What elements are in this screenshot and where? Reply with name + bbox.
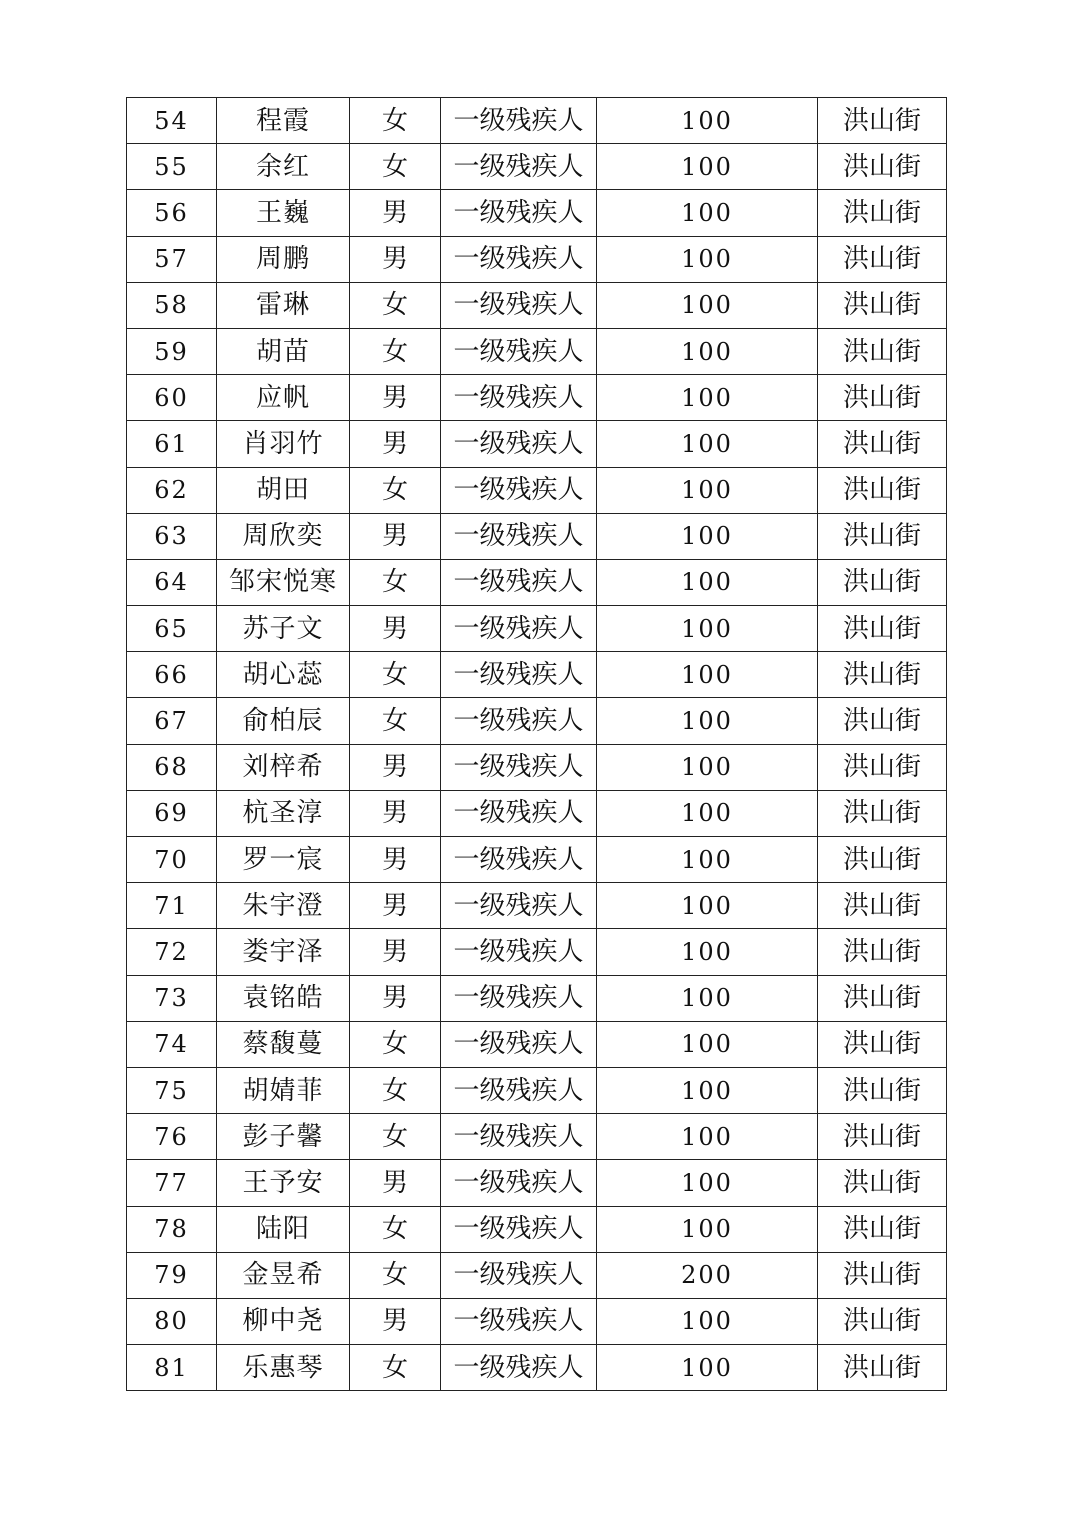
name-cell: 罗一宸	[217, 837, 350, 883]
row-number-cell: 69	[127, 790, 217, 836]
name-cell: 胡田	[217, 467, 350, 513]
amount-cell: 100	[597, 606, 818, 652]
gender-cell: 男	[350, 375, 441, 421]
category-cell: 一级残疾人	[441, 190, 597, 236]
name-cell: 彭子馨	[217, 1114, 350, 1160]
table-row	[127, 975, 947, 1021]
gender-cell: 男	[350, 421, 441, 467]
street-cell: 洪山街	[818, 1114, 947, 1160]
name-cell: 杭圣淳	[217, 790, 350, 836]
name-cell: 刘梓希	[217, 744, 350, 790]
table-row	[127, 1206, 947, 1252]
category-cell: 一级残疾人	[441, 790, 597, 836]
name-cell: 周欣奕	[217, 513, 350, 559]
gender-cell: 女	[350, 698, 441, 744]
name-cell: 胡婧菲	[217, 1067, 350, 1113]
row-number-cell: 76	[127, 1114, 217, 1160]
table-row	[127, 513, 947, 559]
street-cell: 洪山街	[818, 652, 947, 698]
table-row	[127, 98, 947, 144]
street-cell: 洪山街	[818, 282, 947, 328]
table-row	[127, 883, 947, 929]
category-cell: 一级残疾人	[441, 1160, 597, 1206]
gender-cell: 男	[350, 606, 441, 652]
amount-cell: 100	[597, 837, 818, 883]
table-row	[127, 1298, 947, 1344]
table-row	[127, 144, 947, 190]
amount-cell: 100	[597, 559, 818, 605]
name-cell: 陆阳	[217, 1206, 350, 1252]
name-cell: 程霞	[217, 98, 350, 144]
gender-cell: 男	[350, 190, 441, 236]
table-row	[127, 1345, 947, 1391]
table-row	[127, 328, 947, 374]
name-cell: 苏子文	[217, 606, 350, 652]
row-number-cell: 73	[127, 975, 217, 1021]
row-number-cell: 63	[127, 513, 217, 559]
street-cell: 洪山街	[818, 375, 947, 421]
gender-cell: 女	[350, 328, 441, 374]
street-cell: 洪山街	[818, 1160, 947, 1206]
amount-cell: 100	[597, 421, 818, 467]
name-cell: 乐惠琴	[217, 1345, 350, 1391]
category-cell: 一级残疾人	[441, 328, 597, 374]
category-cell: 一级残疾人	[441, 1252, 597, 1298]
name-cell: 胡心蕊	[217, 652, 350, 698]
table-row	[127, 929, 947, 975]
gender-cell: 女	[350, 1345, 441, 1391]
amount-cell: 100	[597, 1298, 818, 1344]
amount-cell: 100	[597, 1114, 818, 1160]
category-cell: 一级残疾人	[441, 236, 597, 282]
category-cell: 一级残疾人	[441, 1206, 597, 1252]
category-cell: 一级残疾人	[441, 559, 597, 605]
table-body	[127, 98, 947, 1391]
amount-cell: 100	[597, 652, 818, 698]
row-number-cell: 78	[127, 1206, 217, 1252]
amount-cell: 100	[597, 1345, 818, 1391]
street-cell: 洪山街	[818, 236, 947, 282]
table-row	[127, 1160, 947, 1206]
amount-cell: 100	[597, 467, 818, 513]
table-row	[127, 190, 947, 236]
table-row	[127, 236, 947, 282]
street-cell: 洪山街	[818, 837, 947, 883]
amount-cell: 100	[597, 1021, 818, 1067]
row-number-cell: 74	[127, 1021, 217, 1067]
street-cell: 洪山街	[818, 929, 947, 975]
table-row	[127, 421, 947, 467]
amount-cell: 100	[597, 375, 818, 421]
table-row	[127, 698, 947, 744]
row-number-cell: 55	[127, 144, 217, 190]
gender-cell: 男	[350, 837, 441, 883]
subsidy-table	[126, 97, 947, 1391]
table-row	[127, 1067, 947, 1113]
table-row	[127, 467, 947, 513]
street-cell: 洪山街	[818, 144, 947, 190]
street-cell: 洪山街	[818, 975, 947, 1021]
row-number-cell: 54	[127, 98, 217, 144]
table-row	[127, 790, 947, 836]
gender-cell: 男	[350, 883, 441, 929]
amount-cell: 100	[597, 744, 818, 790]
row-number-cell: 67	[127, 698, 217, 744]
gender-cell: 男	[350, 236, 441, 282]
gender-cell: 女	[350, 98, 441, 144]
table-row	[127, 1114, 947, 1160]
table-row	[127, 652, 947, 698]
row-number-cell: 80	[127, 1298, 217, 1344]
category-cell: 一级残疾人	[441, 744, 597, 790]
gender-cell: 女	[350, 282, 441, 328]
name-cell: 应帆	[217, 375, 350, 421]
street-cell: 洪山街	[818, 559, 947, 605]
table-row	[127, 1252, 947, 1298]
amount-cell: 100	[597, 1067, 818, 1113]
name-cell: 周鹏	[217, 236, 350, 282]
category-cell: 一级残疾人	[441, 883, 597, 929]
table-row	[127, 375, 947, 421]
table-row	[127, 744, 947, 790]
street-cell: 洪山街	[818, 606, 947, 652]
street-cell: 洪山街	[818, 1345, 947, 1391]
street-cell: 洪山街	[818, 1206, 947, 1252]
amount-cell: 100	[597, 975, 818, 1021]
gender-cell: 女	[350, 1021, 441, 1067]
row-number-cell: 66	[127, 652, 217, 698]
amount-cell: 200	[597, 1252, 818, 1298]
gender-cell: 女	[350, 559, 441, 605]
amount-cell: 100	[597, 929, 818, 975]
table-row	[127, 837, 947, 883]
row-number-cell: 61	[127, 421, 217, 467]
gender-cell: 男	[350, 744, 441, 790]
category-cell: 一级残疾人	[441, 652, 597, 698]
gender-cell: 男	[350, 790, 441, 836]
street-cell: 洪山街	[818, 467, 947, 513]
category-cell: 一级残疾人	[441, 421, 597, 467]
street-cell: 洪山街	[818, 790, 947, 836]
row-number-cell: 72	[127, 929, 217, 975]
category-cell: 一级残疾人	[441, 144, 597, 190]
amount-cell: 100	[597, 282, 818, 328]
name-cell: 柳中尧	[217, 1298, 350, 1344]
row-number-cell: 81	[127, 1345, 217, 1391]
amount-cell: 100	[597, 328, 818, 374]
amount-cell: 100	[597, 190, 818, 236]
category-cell: 一级残疾人	[441, 837, 597, 883]
name-cell: 王巍	[217, 190, 350, 236]
street-cell: 洪山街	[818, 328, 947, 374]
category-cell: 一级残疾人	[441, 282, 597, 328]
amount-cell: 100	[597, 698, 818, 744]
street-cell: 洪山街	[818, 744, 947, 790]
amount-cell: 100	[597, 144, 818, 190]
street-cell: 洪山街	[818, 698, 947, 744]
gender-cell: 女	[350, 1252, 441, 1298]
category-cell: 一级残疾人	[441, 929, 597, 975]
row-number-cell: 64	[127, 559, 217, 605]
category-cell: 一级残疾人	[441, 606, 597, 652]
amount-cell: 100	[597, 98, 818, 144]
gender-cell: 女	[350, 1206, 441, 1252]
street-cell: 洪山街	[818, 421, 947, 467]
name-cell: 蔡馥蔓	[217, 1021, 350, 1067]
table-row	[127, 1021, 947, 1067]
row-number-cell: 65	[127, 606, 217, 652]
category-cell: 一级残疾人	[441, 1298, 597, 1344]
name-cell: 娄宇泽	[217, 929, 350, 975]
gender-cell: 女	[350, 652, 441, 698]
category-cell: 一级残疾人	[441, 698, 597, 744]
category-cell: 一级残疾人	[441, 975, 597, 1021]
row-number-cell: 58	[127, 282, 217, 328]
street-cell: 洪山街	[818, 513, 947, 559]
gender-cell: 男	[350, 975, 441, 1021]
gender-cell: 女	[350, 1114, 441, 1160]
name-cell: 肖羽竹	[217, 421, 350, 467]
row-number-cell: 77	[127, 1160, 217, 1206]
street-cell: 洪山街	[818, 1021, 947, 1067]
amount-cell: 100	[597, 1160, 818, 1206]
category-cell: 一级残疾人	[441, 98, 597, 144]
name-cell: 金昱希	[217, 1252, 350, 1298]
category-cell: 一级残疾人	[441, 513, 597, 559]
name-cell: 俞柏辰	[217, 698, 350, 744]
row-number-cell: 56	[127, 190, 217, 236]
street-cell: 洪山街	[818, 1298, 947, 1344]
name-cell: 雷琳	[217, 282, 350, 328]
gender-cell: 女	[350, 1067, 441, 1113]
amount-cell: 100	[597, 236, 818, 282]
amount-cell: 100	[597, 790, 818, 836]
category-cell: 一级残疾人	[441, 375, 597, 421]
table-row	[127, 559, 947, 605]
row-number-cell: 60	[127, 375, 217, 421]
row-number-cell: 75	[127, 1067, 217, 1113]
name-cell: 朱宇澄	[217, 883, 350, 929]
category-cell: 一级残疾人	[441, 1114, 597, 1160]
category-cell: 一级残疾人	[441, 1021, 597, 1067]
table-row	[127, 282, 947, 328]
row-number-cell: 59	[127, 328, 217, 374]
category-cell: 一级残疾人	[441, 467, 597, 513]
gender-cell: 女	[350, 467, 441, 513]
amount-cell: 100	[597, 1206, 818, 1252]
street-cell: 洪山街	[818, 883, 947, 929]
row-number-cell: 71	[127, 883, 217, 929]
name-cell: 邹宋悦寒	[217, 559, 350, 605]
gender-cell: 男	[350, 1298, 441, 1344]
row-number-cell: 68	[127, 744, 217, 790]
gender-cell: 男	[350, 929, 441, 975]
street-cell: 洪山街	[818, 1252, 947, 1298]
row-number-cell: 70	[127, 837, 217, 883]
table-row	[127, 606, 947, 652]
category-cell: 一级残疾人	[441, 1345, 597, 1391]
name-cell: 胡苗	[217, 328, 350, 374]
gender-cell: 男	[350, 513, 441, 559]
street-cell: 洪山街	[818, 1067, 947, 1113]
street-cell: 洪山街	[818, 98, 947, 144]
gender-cell: 女	[350, 144, 441, 190]
amount-cell: 100	[597, 513, 818, 559]
name-cell: 袁铭皓	[217, 975, 350, 1021]
row-number-cell: 57	[127, 236, 217, 282]
category-cell: 一级残疾人	[441, 1067, 597, 1113]
row-number-cell: 62	[127, 467, 217, 513]
row-number-cell: 79	[127, 1252, 217, 1298]
name-cell: 余红	[217, 144, 350, 190]
gender-cell: 男	[350, 1160, 441, 1206]
name-cell: 王予安	[217, 1160, 350, 1206]
street-cell: 洪山街	[818, 190, 947, 236]
amount-cell: 100	[597, 883, 818, 929]
